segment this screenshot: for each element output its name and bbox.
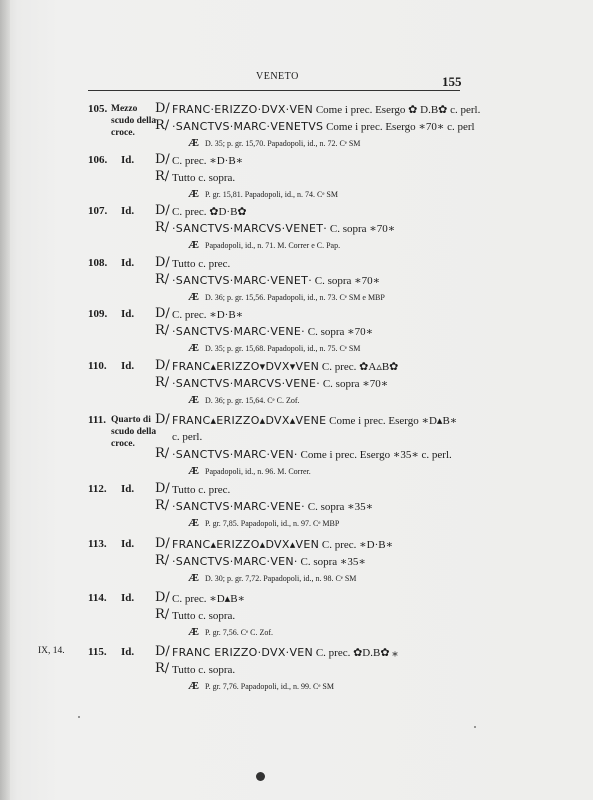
reverse-label: R/ [155, 553, 170, 568]
reverse-label: R/ [155, 446, 170, 461]
obverse-note: Tutto c. prec. [172, 258, 231, 270]
obverse-legend: FRANC▴ERIZZO▴DVX▴VEN [172, 538, 320, 551]
obverse-note: Tutto c. prec. [172, 484, 231, 496]
obverse-label: D/ [155, 644, 170, 659]
margin-note: IX, 14. [38, 646, 65, 656]
specimen-metadata [188, 137, 360, 149]
metal-symbol: Æ [188, 517, 199, 529]
specimen-metadata [188, 188, 338, 200]
specimen-metadata [188, 680, 334, 692]
obverse-note: C. prec. ∗D·B∗ [319, 539, 394, 551]
obverse-label: D/ [155, 101, 170, 116]
obverse-note: Come i prec. Esergo ✿ D.B✿ c. perl. [313, 104, 481, 116]
metal-symbol: Æ [188, 239, 199, 251]
reverse-description [172, 500, 373, 513]
obverse-continuation: c. perl. [172, 431, 203, 443]
reverse-legend: ·SANCTVS·MARC·VENE· [172, 325, 305, 338]
denomination: Quarto di scudo della croce. [111, 415, 157, 449]
reverse-note: Come i prec. Esergo ∗70∗ c. perl [323, 121, 475, 133]
specimen-metadata [188, 517, 339, 529]
reverse-label: R/ [155, 323, 170, 338]
obverse-label: D/ [155, 412, 170, 427]
entry-number: 111. [88, 414, 107, 426]
id-marker: Id. [121, 308, 135, 320]
denomination: Mezzo scudo della croce. [111, 104, 157, 138]
obverse-legend: FRANC▴ERIZZO▴DVX▴VENE [172, 414, 327, 427]
obverse-description [172, 205, 247, 218]
reverse-legend: ·SANCTVS·MARC·VENET· [172, 274, 312, 287]
entry-number: 113. [88, 538, 107, 550]
entry-number: 108. [88, 257, 108, 269]
weight-and-reference: D. 35; p. gr. 15,68. Papadopoli, id., n. 75. Cᵉ SM [205, 344, 361, 353]
reverse-label: R/ [155, 498, 170, 513]
specimen-metadata [188, 626, 273, 638]
weight-and-reference: P. gr. 7,76. Papadopoli, id., n. 99. Cᵉ SM [205, 682, 334, 691]
reverse-description [172, 274, 380, 287]
metal-symbol: Æ [188, 394, 199, 406]
obverse-legend: FRANC·ERIZZO·DVX·VEN [172, 103, 314, 116]
weight-and-reference: D. 30; p. gr. 7,72. Papadopoli, id., n. 98. Cᵉ SM [205, 574, 357, 583]
obverse-note: C. prec. ∗D·B∗ [172, 309, 244, 321]
entry-number: 115. [88, 646, 107, 658]
entry-number: 107. [88, 205, 108, 217]
id-marker: Id. [121, 592, 135, 604]
id-marker: Id. [121, 538, 135, 550]
reverse-legend: ·SANCTVS·MARC·VENE· [172, 500, 305, 513]
header-rule [88, 90, 460, 91]
id-marker: Id. [121, 205, 135, 217]
obverse-description [172, 257, 230, 270]
obverse-note: C. prec. ∗D▴B∗ [172, 593, 246, 605]
metal-symbol: Æ [188, 465, 199, 477]
reverse-description [172, 663, 235, 676]
reverse-note: C. sopra ∗70∗ [312, 275, 381, 287]
id-marker: Id. [121, 646, 135, 658]
entry-number: 109. [88, 308, 108, 320]
reverse-note: Tutto c. sopra. [172, 664, 236, 676]
reverse-note: C. sopra ∗35∗ [304, 501, 374, 513]
reverse-description [172, 377, 388, 390]
entry-number: 112. [88, 483, 107, 495]
reverse-description [172, 609, 235, 622]
specimen-metadata [188, 342, 360, 354]
reverse-description [172, 171, 235, 184]
reverse-label: R/ [155, 607, 170, 622]
entry-number: 106. [88, 154, 108, 166]
weight-and-reference: P. gr. 7,85. Papadopoli, id., n. 97. Cᵉ MBP [205, 519, 340, 528]
specimen-metadata [188, 394, 300, 406]
metal-symbol: Æ [188, 572, 199, 584]
ink-smudge [256, 772, 265, 781]
reverse-legend: ·SANCTVS·MARCVS·VENET· [172, 222, 328, 235]
obverse-label: D/ [155, 481, 170, 496]
obverse-note: C. prec. ✿D.B✿ ⁎ [313, 647, 398, 659]
obverse-description [172, 646, 398, 659]
running-header-title: VENETO [256, 71, 299, 82]
obverse-label: D/ [155, 358, 170, 373]
obverse-label: D/ [155, 255, 170, 270]
entry-number: 110. [88, 360, 107, 372]
reverse-description [172, 448, 452, 461]
obverse-description [172, 538, 393, 551]
metal-symbol: Æ [188, 680, 199, 692]
id-marker: Id. [121, 154, 135, 166]
weight-and-reference: Papadopoli, id., n. 96. M. Correr. [205, 467, 311, 476]
obverse-note: C. prec. ✿A▵B✿ [319, 361, 399, 373]
obverse-legend: FRANC ERIZZO·DVX·VEN [172, 646, 314, 659]
metal-symbol: Æ [188, 291, 199, 303]
obverse-label: D/ [155, 536, 170, 551]
reverse-legend: ·SANCTVS·MARCVS·VENE· [172, 377, 321, 390]
reverse-note: C. sopra ∗70∗ [320, 378, 389, 390]
obverse-note: C. prec. ∗D·B∗ [172, 155, 244, 167]
weight-and-reference: D. 35; p. gr. 15,70. Papadopoli, id., n. 72. Cᵉ SM [205, 139, 361, 148]
reverse-description [172, 555, 366, 568]
reverse-legend: ·SANCTVS·MARC·VENETVS [172, 120, 324, 133]
reverse-label: R/ [155, 661, 170, 676]
metal-symbol: Æ [188, 188, 199, 200]
obverse-legend: FRANC▴ERIZZO▾DVX▾VEN [172, 360, 320, 373]
reverse-description [172, 120, 475, 133]
reverse-description [172, 222, 395, 235]
obverse-label: D/ [155, 590, 170, 605]
obverse-description [172, 360, 398, 373]
specimen-metadata [188, 291, 385, 303]
reverse-note: C. sopra ∗70∗ [304, 326, 374, 338]
obverse-label: D/ [155, 203, 170, 218]
reverse-note: C. sopra ∗35∗ [297, 556, 366, 568]
reverse-label: R/ [155, 118, 170, 133]
weight-and-reference: D. 36; p. gr. 15,56. Papadopoli, id., n. 73. Cᵉ SM e MBP [205, 293, 385, 302]
page-number: 155 [442, 74, 462, 89]
obverse-description [172, 414, 457, 427]
id-marker: Id. [121, 483, 135, 495]
weight-and-reference: D. 36; p. gr. 15,64. Cᵉ C. Zof. [205, 396, 300, 405]
paper-speck [474, 726, 476, 728]
weight-and-reference: Papadopoli, id., n. 71. M. Correr e C. Pap. [205, 241, 341, 250]
reverse-legend: ·SANCTVS·MARC·VEN· [172, 555, 298, 568]
reverse-description [172, 325, 373, 338]
weight-and-reference: P. gr. 7,56. Cᵉ C. Zof. [205, 628, 274, 637]
obverse-note: C. prec. ✿D·B✿ [172, 206, 247, 218]
reverse-label: R/ [155, 220, 170, 235]
reverse-label: R/ [155, 169, 170, 184]
obverse-label: D/ [155, 306, 170, 321]
obverse-description [172, 592, 245, 605]
specimen-metadata [188, 572, 356, 584]
obverse-description [172, 103, 480, 116]
reverse-note: C. sopra ∗70∗ [327, 223, 396, 235]
entry-number: 105. [88, 103, 108, 115]
specimen-metadata [188, 239, 340, 251]
id-marker: Id. [121, 257, 135, 269]
metal-symbol: Æ [188, 137, 199, 149]
obverse-description [172, 308, 243, 321]
obverse-description [172, 154, 243, 167]
book-spine-shadow [0, 0, 10, 800]
obverse-note: Come i prec. Esergo ∗D▴B∗ [326, 415, 458, 427]
obverse-description [172, 483, 230, 496]
specimen-metadata [188, 465, 311, 477]
reverse-legend: ·SANCTVS·MARC·VEN· [172, 448, 298, 461]
id-marker: Id. [121, 360, 135, 372]
reverse-label: R/ [155, 375, 170, 390]
reverse-note: Tutto c. sopra. [172, 172, 236, 184]
metal-symbol: Æ [188, 626, 199, 638]
weight-and-reference: P. gr. 15,81. Papadopoli, id., n. 74. Cᵉ SM [205, 190, 338, 199]
metal-symbol: Æ [188, 342, 199, 354]
reverse-note: Tutto c. sopra. [172, 610, 236, 622]
reverse-note: Come i prec. Esergo ∗35∗ c. perl. [297, 449, 452, 461]
obverse-label: D/ [155, 152, 170, 167]
entry-number: 114. [88, 592, 107, 604]
paper-speck [78, 716, 80, 718]
reverse-label: R/ [155, 272, 170, 287]
